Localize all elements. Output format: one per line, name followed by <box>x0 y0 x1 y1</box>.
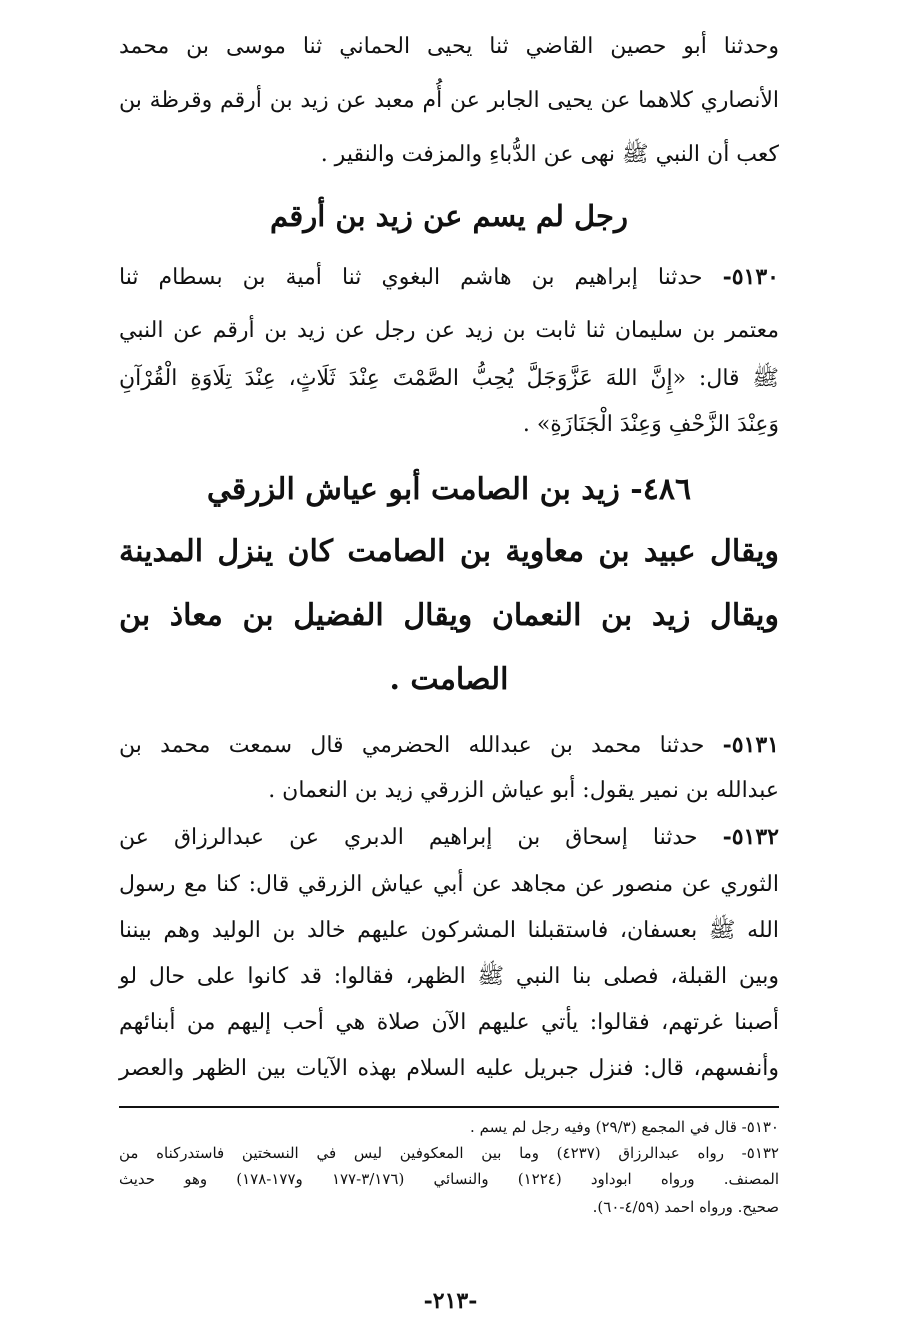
intro-line-3: كعب أن النبي ﷺ نهى عن الدُّباءِ والمزفت والنقير . <box>320 142 779 167</box>
footnote-divider <box>119 1106 779 1108</box>
hadith-number: ٥١٣٢- <box>722 824 779 850</box>
hadith-5130-line-2: معتمر بن سليمان ثنا ثابت بن زيد عن رجل عن زيد بن أرقم عن النبي <box>119 318 779 343</box>
hadith-5132-line-2: الثوري عن منصور عن مجاهد عن أبي عياش الزرقي قال: كنا مع رسول <box>119 872 779 897</box>
hadith-number: ٥١٣٠- <box>722 264 779 290</box>
hadith-5132-line-3: الله ﷺ بعسفان، فاستقبلنا المشركون عليهم خالد بن الوليد وهم بيننا <box>119 918 779 943</box>
chapter-heading-line-3: ويقال زيد بن النعمان ويقال الفضيل بن معاذ بن <box>119 598 779 633</box>
section-heading: رجل لم يسم عن زيد بن أرقم <box>270 199 628 233</box>
hadith-5132-line-1 <box>119 822 779 856</box>
chapter-heading-line-1: ٤٨٦- زيد بن الصامت أبو عياش الزرقي <box>206 472 692 507</box>
hadith-5130-line-1 <box>119 262 779 296</box>
hadith-text: حدثنا إسحاق بن إبراهيم الدبري عن عبدالرزاق عن <box>119 825 698 850</box>
intro-line-1: وحدثنا أبو حصين القاضي ثنا يحيى الحماني ثنا موسى بن محمد <box>119 34 779 59</box>
intro-line-2: الأنصاري كلاهما عن يحيى الجابر عن أُم معبد عن زيد بن أرقم وقرظة بن <box>119 88 779 113</box>
footnote-5132-line-2: المصنف. ورواه ابوداود (١٢٢٤) والنسائي (٣/١٧٦-١٧٧ و١٧٧-١٧٨) وهو حديث <box>119 1170 780 1188</box>
hadith-text: حدثنا إبراهيم بن هاشم البغوي ثنا أمية بن بسطام ثنا <box>119 265 703 290</box>
hadith-text: حدثنا محمد بن عبدالله الحضرمي قال سمعت محمد بن <box>119 733 705 758</box>
hadith-number: ٥١٣١- <box>722 732 779 758</box>
page-number: -٢١٣- <box>423 1288 478 1314</box>
footnote-5132-line-1: ٥١٣٢- رواه عبدالرزاق (٤٢٣٧) وما بين المعكوفين ليس في النسختين فاستدركناه من <box>119 1144 779 1162</box>
hadith-5130-line-3: ﷺ قال: «إِنَّ اللهَ عَزَّوَجَلَّ يُحِبُّ الصَّمْتَ عِنْدَ ثَلَاثٍ، عِنْدَ تِلَاوَةِ الْقُرْآنِ <box>119 366 779 391</box>
hadith-5131-line-2: عبدالله بن نمير يقول: أبو عياش الزرقي زيد بن النعمان . <box>268 778 779 803</box>
hadith-5132-line-6: وأنفسهم، قال: فنزل جبريل عليه السلام بهذه الآيات بين الظهر والعصر <box>119 1056 779 1081</box>
chapter-heading-line-4: الصامت . <box>389 662 509 697</box>
hadith-5130-line-4: وَعِنْدَ الزَّحْفِ وَعِنْدَ الْجَنَازَةِ» . <box>522 412 779 437</box>
chapter-heading-line-2: ويقال عبيد بن معاوية بن الصامت كان ينزل المدينة <box>119 534 779 569</box>
hadith-5132-line-4: وبين القبلة، فصلى بنا النبي ﷺ الظهر، فقالوا: قد كانوا على حال لو <box>119 964 779 989</box>
hadith-5132-line-5: أصبنا غرتهم، فقالوا: يأتي عليهم الآن صلاة هي أحب إليهم من أبنائهم <box>119 1010 779 1035</box>
hadith-5131-line-1 <box>119 730 779 764</box>
footnote-5130: ٥١٣٠- قال في المجمع (٢٩/٣) وفيه رجل لم يسم . <box>470 1118 779 1136</box>
footnote-5132-line-3: صحيح. ورواه احمد (٤/٥٩-٦٠). <box>592 1198 779 1216</box>
